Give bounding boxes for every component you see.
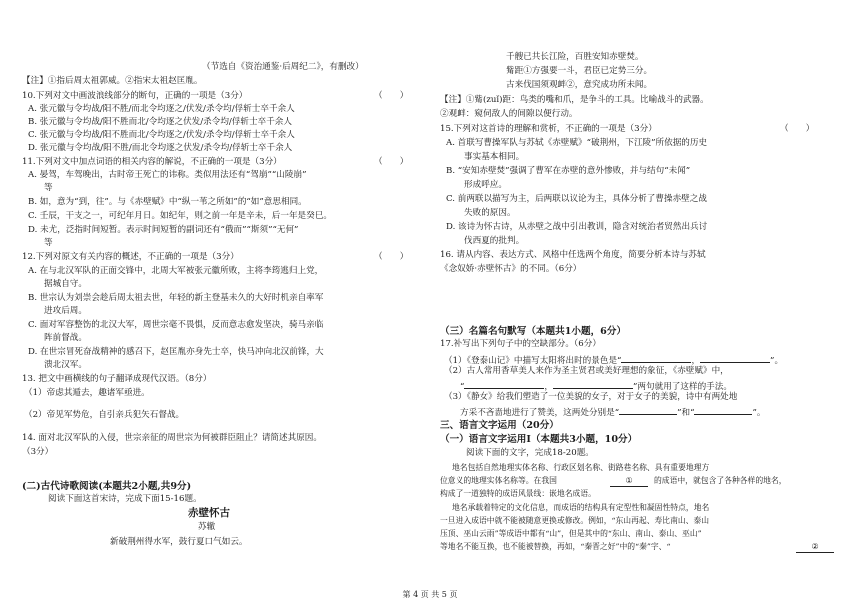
page-footer: 第 4 页 共 5 页 bbox=[402, 590, 458, 599]
right_lines-line: 事实基本相同。 bbox=[464, 152, 525, 162]
q17-3-sep: ”和“ bbox=[677, 408, 695, 418]
left_lines-line: D. 在世宗冒死奋战精神的感召下，赵匡胤亦身先士卒，快马冲向北汉前锋，大 bbox=[28, 347, 324, 357]
poem-title: 赤壁怀古 bbox=[188, 507, 230, 519]
left_lines-line: 14. 面对北汉军队的入侵，世宗亲征的周世宗为何被群臣阻止？请简述其原因。 bbox=[22, 433, 322, 443]
right_lines-line: 15.下列对这首诗的理解和赏析，不正确的一项是（3分） bbox=[440, 124, 657, 134]
question-17-2-blanks bbox=[460, 379, 732, 393]
answer-blank[interactable] bbox=[553, 379, 633, 389]
passage-line: 地名承载着特定的文化信息，而成语的结构具有定型性和凝固性特点，地名 bbox=[452, 503, 710, 512]
left_lines-line: 据城自守。 bbox=[44, 279, 87, 289]
question-17-1 bbox=[444, 353, 783, 367]
poem-author: 苏辙 bbox=[198, 522, 216, 532]
q17-3-end: ”。 bbox=[752, 408, 766, 418]
left_lines-line: 【注】①指后周太祖郭威。②指宋太祖赵匡胤。 bbox=[22, 76, 203, 86]
passage-line: 的成语中，就包含了各种各样的地名， bbox=[654, 476, 787, 485]
left_lines-line: C. 面对军容整饬的北汉大军，周世宗毫不畏惧，反而意志愈发坚决，骑马亲临 bbox=[28, 320, 324, 330]
left_lines-line: C. 张元徽与令均战/阳不胜而北/令均逐之/伏发/杀令均/俘斩士卒千余人 bbox=[28, 130, 295, 140]
q17-1-end: ”。 bbox=[770, 356, 784, 366]
yuyan-intro: 阅读下面的文字，完成18-20题。 bbox=[466, 448, 594, 458]
section-poem-heading: (二)古代诗歌阅读(本题共2小题,共9分) bbox=[22, 481, 192, 492]
right_lines-line: C. 前两联以描写为主，后两联以议论为主，具体分析了曹操赤壁之战 bbox=[446, 194, 707, 204]
answer-blank[interactable] bbox=[700, 353, 770, 363]
passage-line: 压顶、巫山云雨”等成语中都有“山”，但是其中的“东山、南山、泰山、巫山” bbox=[440, 529, 702, 538]
right_lines-line: 《念奴娇·赤壁怀古》的不同。（6分） bbox=[440, 264, 582, 274]
left_lines-line: 进攻后周。 bbox=[44, 306, 87, 316]
left_lines-line: （ ） bbox=[374, 91, 409, 101]
answer-blank[interactable] bbox=[619, 405, 677, 415]
right_poem_lines-line: 千艘已共长江险，百胜安知赤壁焚。 bbox=[506, 52, 644, 62]
left_lines-line: 阵前督战。 bbox=[44, 333, 87, 343]
section-yuyan-heading: 三、语言文字运用（20分） bbox=[440, 420, 559, 431]
left_lines-line: （ ） bbox=[374, 252, 409, 262]
left_lines-line: 10.下列对文中画波浪线部分的断句，正确的一项是（3分） bbox=[22, 91, 248, 101]
left_lines-line: 13. 把文中画横线的句子翻译成现代汉语。（8分） bbox=[22, 374, 212, 384]
left_lines-line: A. 在与北汉军队的正面交锋中，北周大军被张元徽所败，主将李筠逃归上党， bbox=[28, 266, 324, 276]
question-17-3: （3）《静女》给我们塑造了一位美貌的女子，对于女子的美貌，诗中有两处地 bbox=[444, 392, 738, 402]
question-17-2: （2）古人常用香草美人来作为圣主贤君或美好理想的象征，《赤壁赋》中， bbox=[444, 366, 729, 376]
section-yuyan-sub-heading: （一）语言文字运用Ⅰ（本题共3小题，10分） bbox=[440, 434, 638, 445]
passage-line: 位意义的地理实体名称等。在我国 bbox=[440, 476, 557, 485]
question-17-3-blanks bbox=[460, 405, 765, 419]
left_lines-line: 12.下列对原文有关内容的概述，不正确的一项是（3分） bbox=[22, 252, 239, 262]
right_lines-line: （ ） bbox=[780, 124, 815, 134]
right_poem_lines-line: 觜距①方强要一斗，君臣已定势三分。 bbox=[506, 66, 653, 76]
question-17-1-text: （1）《登泰山记》中描写太阳将出时的景色是“ bbox=[444, 356, 622, 366]
passage-line: 构成了一道独特的成语风景线：嵌地名成语。 bbox=[440, 489, 596, 498]
left_lines-line: （节选自《资治通鉴·后周纪二》，有删改） bbox=[202, 62, 364, 72]
q17-3-text: 方采不吝啬地进行了赞美，这两处分别是“ bbox=[460, 408, 620, 418]
left_lines-line: （ ） bbox=[374, 157, 409, 167]
answer-blank[interactable] bbox=[621, 353, 691, 363]
left_lines-line: B. 张元徽与令均战/阳不胜而北/令均逐之伏发/杀令均/俘斩士卒千余人 bbox=[28, 117, 292, 127]
left_lines-line: A. 晏驾，车驾晚出，古时帝王死亡的讳称。类似用法还有“驾崩”“山陵崩” bbox=[28, 170, 307, 180]
left_lines-line: 11.下列对文中加点词语的相关内容的解说，不正确的一项是（3分） bbox=[22, 157, 282, 167]
left_lines-line: （2）帝见军势危，自引亲兵犯矢石督战。 bbox=[24, 410, 185, 420]
right_lines-line: A. 首联写曹操军队与苏轼《赤壁赋》“破荆州，下江陵”所依据的历史 bbox=[446, 138, 708, 148]
left_lines-line: D. 张元徽与令均战/阳不胜/而北令均逐之伏发/杀令均/俘斩士卒千余人 bbox=[28, 143, 293, 153]
poem-line-1: 新破荆州得水军，鼓行夏口气如云。 bbox=[110, 537, 248, 547]
right_lines-line: 失败的原因。 bbox=[464, 208, 516, 218]
left_lines-line: （1）帝虑其遁去，趣诸军亟进。 bbox=[24, 388, 150, 398]
left_lines-line: D. 未尤，泛指时间短暂。表示时间短暂的副词还有“俄而”“斯须”“无何” bbox=[28, 225, 299, 235]
left_lines-line: C. 壬辰，干支之一，可纪年月日。如纪年，则之前一年是辛未，后一年是癸巳。 bbox=[28, 211, 332, 221]
left_lines-line: （3分） bbox=[22, 447, 54, 457]
right_lines-line: ②观衅：窥伺敌人的间隙以便行动。 bbox=[440, 109, 578, 119]
q17-2-open: “ bbox=[460, 382, 465, 392]
right_lines-line: 形成呼应。 bbox=[464, 180, 507, 190]
left_lines-line: A. 张元徽与令均战/阳不胜/而北令均逐之/伏发/杀令均/俘斩士卒千余人 bbox=[28, 104, 295, 114]
answer-blank[interactable] bbox=[464, 379, 544, 389]
passage-line: 等地名不能互换，也不能被替换，再如，“秦晋之好”中的“秦”字、“ bbox=[440, 542, 671, 551]
right_lines-line: 伐西夏的批判。 bbox=[464, 236, 525, 246]
q17-2-end: ”两句就用了这样的手法。 bbox=[633, 382, 732, 392]
passage-line: 一旦进入成语中就不能被随意更换或修改。例如，“东山再起、寿比南山、泰山 bbox=[440, 516, 710, 525]
right_poem_lines-line: 古来伐国须观衅②，意究成功所未闻。 bbox=[506, 80, 653, 90]
left_lines-line: 等 bbox=[44, 238, 53, 248]
left_lines-line: B. 如，意为“到，往”。与《赤壁赋》中“纵一苇之所如”的“如”意思相同。 bbox=[28, 197, 307, 207]
right_lines-line: 【注】①觜(zuǐ)距：鸟类的嘴和爪，是争斗的工具。比喻战斗的武器。 bbox=[440, 95, 709, 105]
question-17: 17.补写出下列句子中的空缺部分。（6分） bbox=[440, 339, 601, 349]
answer-blank[interactable] bbox=[694, 405, 752, 415]
left_lines-line: B. 世宗认为刘崇会趁后周太祖去世，年轻的新主登基未久的大好时机亲自率军 bbox=[28, 293, 324, 303]
right_lines-line: 16. 请从内容、表达方式、风格中任选两个角度，简要分析本诗与苏轼 bbox=[440, 250, 706, 260]
left_lines-line: 等 bbox=[44, 183, 53, 193]
answer-blank[interactable]: ② bbox=[796, 541, 834, 553]
q17-2-sep: ， bbox=[544, 382, 554, 392]
poem-intro: 阅读下面这首宋诗，完成下面15-16题。 bbox=[48, 494, 202, 504]
q17-1-sep: ， bbox=[691, 356, 701, 366]
answer-blank[interactable]: ① bbox=[610, 475, 648, 487]
right_lines-line: B. “安知赤壁焚”强调了曹军在赤壁的意外惨败，并与结句“未闻” bbox=[446, 166, 691, 176]
section-mingju-heading: （三）名篇名句默写（本题共1小题，6分） bbox=[440, 326, 627, 337]
right_lines-line: D. 该诗为怀古诗，从赤壁之战中引出教训，隐含对统治者贸然出兵讨 bbox=[446, 222, 708, 232]
passage-line: 地名包括自然地理实体名称、行政区划名称、街路巷名称、具有重要地理方 bbox=[452, 463, 710, 472]
left_lines-line: 溃北汉军。 bbox=[44, 360, 87, 370]
